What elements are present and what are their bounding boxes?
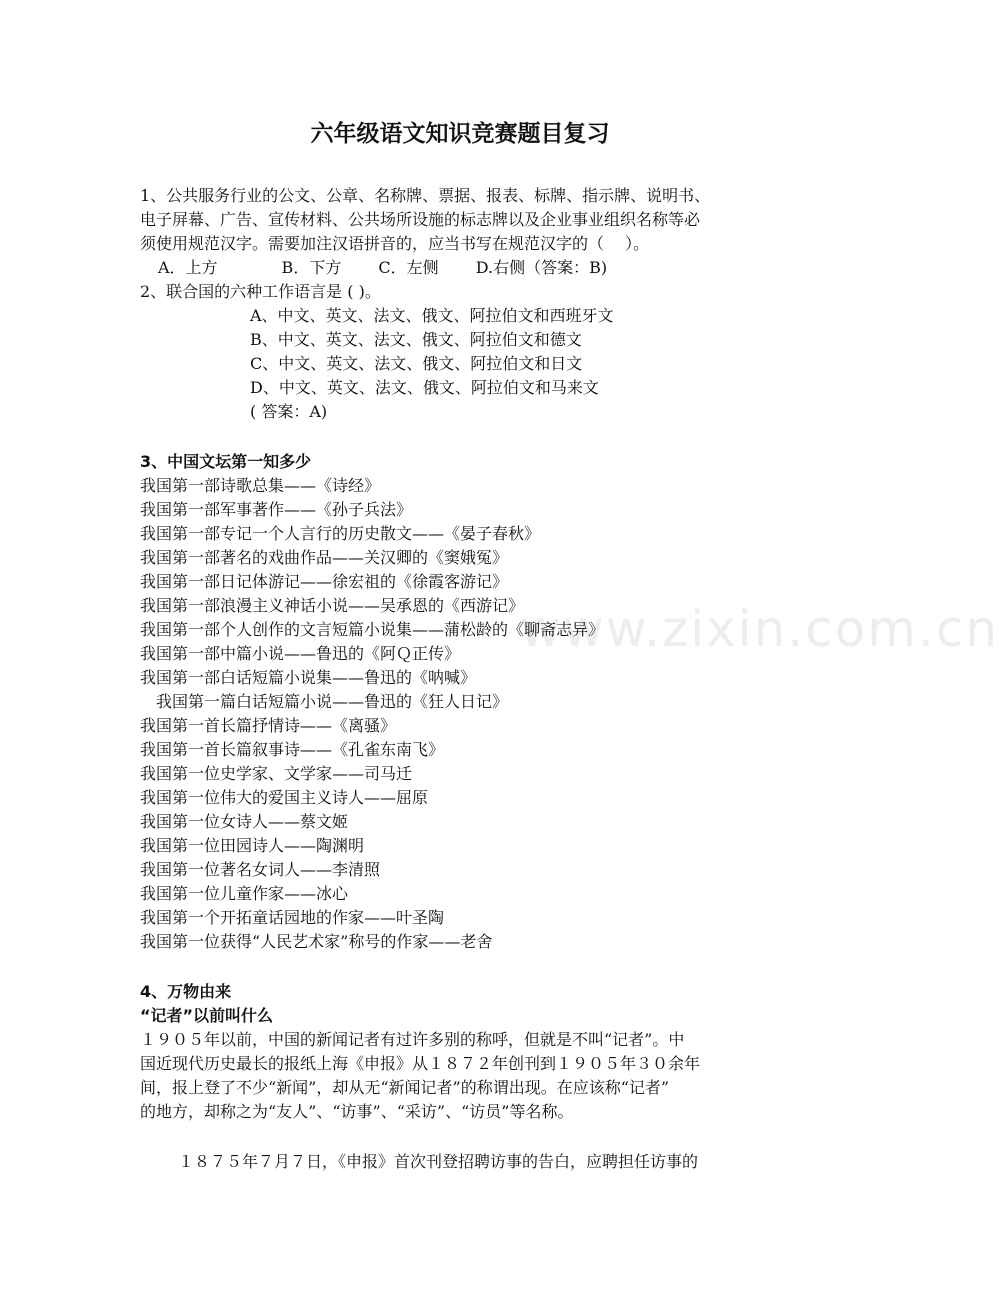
list-item: 我国第一部中篇小说——鲁迅的《阿Ｑ正传》 [140, 644, 461, 663]
watermark: www.zixin.com.cn [520, 600, 999, 658]
list-item: 我国第一位获得“人民艺术家”称号的作家——老舍 [140, 932, 493, 951]
list-item: 我国第一位女诗人——蔡文姬 [140, 812, 349, 831]
list-item: 我国第一位田园诗人——陶渊明 [140, 836, 365, 855]
q2-answer: ( 答案：A) [250, 402, 328, 421]
list-item: 我国第一个开拓童话园地的作家——叶圣陶 [140, 908, 445, 927]
q2-question: 2、联合国的六种工作语言是 ( )。 [140, 282, 381, 301]
q4-para1-line-2: 国近现代历史最长的报纸上海《申报》从１８７２年创刊到１９０５年３０余年 [140, 1054, 701, 1073]
q4-para1-line-1: １９０５年以前，中国的新闻记者有过许多别的称呼，但就是不叫“记者”。中 [140, 1030, 685, 1049]
q1-options: A．上方 B．下方 C．左侧 D.右侧（答案：B) [158, 258, 608, 277]
list-item: 我国第一部专记一个人言行的历史散文——《晏子春秋》 [140, 524, 541, 543]
q2-option-d: D、中文、英文、法文、俄文、阿拉伯文和马来文 [250, 378, 599, 397]
q4-para1-line-3: 间，报上登了不少“新闻”，却从无“新闻记者”的称谓出现。在应该称“记者” [140, 1078, 670, 1097]
page-title: 六年级语文知识竞赛题目复习 [310, 121, 610, 147]
list-item: 我国第一部著名的戏曲作品——关汉卿的《窦娥冤》 [140, 548, 509, 567]
list-item: 我国第一部浪漫主义神话小说——吴承恩的《西游记》 [140, 596, 525, 615]
list-item: 我国第一篇白话短篇小说——鲁迅的《狂人日记》 [156, 692, 509, 711]
list-item: 我国第一首长篇叙事诗——《孔雀东南飞》 [140, 740, 445, 759]
q1-line-2: 电子屏幕、广告、宣传材料、公共场所设施的标志牌以及企业事业组织名称等必 [140, 210, 701, 229]
list-item: 我国第一部诗歌总集——《诗经》 [140, 476, 381, 495]
list-item: 我国第一首长篇抒情诗——《离骚》 [140, 716, 397, 735]
q1-line-3: 须使用规范汉字。需要加注汉语拼音的，应当书写在规范汉字的（ ）。 [140, 234, 650, 253]
list-item: 我国第一位著名女词人——李清照 [140, 860, 381, 879]
list-item: 我国第一部日记体游记——徐宏祖的《徐霞客游记》 [140, 572, 509, 591]
list-item: 我国第一位史学家、文学家——司马迁 [140, 764, 413, 783]
list-item: 我国第一部军事著作——《孙子兵法》 [140, 500, 413, 519]
list-item: 我国第一部个人创作的文言短篇小说集——蒲松龄的《聊斋志异》 [140, 620, 605, 639]
q2-option-b: B、中文、英文、法文、俄文、阿拉伯文和德文 [250, 330, 582, 349]
q4-para2-line-1: １８７５年７月７日，《申报》首次刊登招聘访事的告白，应聘担任访事的 [178, 1152, 699, 1171]
list-item: 我国第一部白话短篇小说集——鲁迅的《呐喊》 [140, 668, 477, 687]
q4-subheading: “记者”以前叫什么 [140, 1006, 274, 1025]
q4-para1-line-4: 的地方，却称之为“友人”、“访事”、“采访”、“访员”等名称。 [140, 1102, 574, 1121]
q4-heading: 4、万物由来 [140, 982, 232, 1001]
q3-heading: 3、中国文坛第一知多少 [140, 452, 312, 471]
q2-option-c: C、中文、英文、法文、俄文、阿拉伯文和日文 [250, 354, 583, 373]
list-item: 我国第一位伟大的爱国主义诗人——屈原 [140, 788, 429, 807]
q2-option-a: A、中文、英文、法文、俄文、阿拉伯文和西班牙文 [250, 306, 614, 325]
list-item: 我国第一位儿童作家——冰心 [140, 884, 349, 903]
q1-line-1: 1、公共服务行业的公文、公章、名称牌、票据、报表、标牌、指示牌、说明书、 [140, 186, 711, 205]
